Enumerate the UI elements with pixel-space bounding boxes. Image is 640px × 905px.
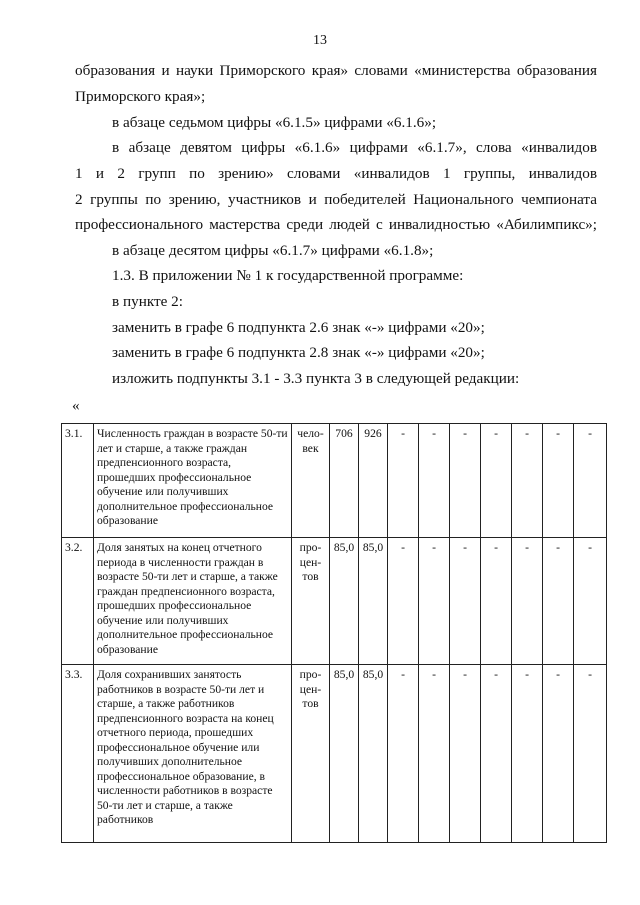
dash-cell: - [574,424,607,538]
indicator-name: Доля занятых на конец отчетного периода в численности граждан в возрасте 50-ти лет и старше, а также граждан предпенсионного возраста, прошедших профессиональное обучение или получивших дополнительное профессиональное образование [94,538,292,665]
row-number: 3.3. [62,665,94,843]
dash-cell: - [450,424,481,538]
paragraph-line-8: в абзаце десятом цифры «6.1.7» цифрами «6.1.8»; [112,242,434,259]
table-row [62,424,607,538]
indicator-name: Численность граждан в возрасте 50-ти лет и старше, а также граждан предпенсионного возраста, прошедших профессиональное обучение или получивших дополнительное профессиональное образование [94,424,292,538]
row-number: 3.2. [62,538,94,665]
value-cell: 85,0 [359,665,388,843]
dash-cell: - [574,665,607,843]
paragraph-line-9: 1.3. В приложении № 1 к государственной программе: [112,267,464,284]
row-number: 3.1. [62,424,94,538]
paragraph-line-4: в абзаце девятом цифры «6.1.6» цифрами «6.1.7», слова «инвалидов [112,139,597,156]
table-row [62,538,607,665]
dash-cell: - [512,424,543,538]
paragraph-line-12: заменить в графе 6 подпункта 2.8 знак «-» цифрами «20»; [112,344,485,361]
indicators-table [61,423,607,843]
dash-cell: - [388,538,419,665]
value-cell: 706 [330,424,359,538]
paragraph-line-13: изложить подпункты 3.1 - 3.3 пункта 3 в следующей редакции: [112,370,520,387]
dash-cell: - [450,538,481,665]
dash-cell: - [512,665,543,843]
dash-cell: - [543,424,574,538]
unit-cell: про-цен-тов [292,538,330,665]
value-cell: 85,0 [330,665,359,843]
opening-quote: « [72,397,80,414]
dash-cell: - [481,665,512,843]
dash-cell: - [388,665,419,843]
indicator-name: Доля сохранивших занятость работников в возрасте 50-ти лет и старше, а также работников предпенсионного возраста на конец отчетного периода, прошедших профессиональное обучение или получивших дополнительное профессиональное образование, в численности работников в возрасте 50-ти лет и старше, а также работников [94,665,292,843]
paragraph-line-7: профессионального мастерства среди людей с инвалидностью «Абилимпикс»; [75,216,597,233]
value-cell: 926 [359,424,388,538]
paragraph-line-3: в абзаце седьмом цифры «6.1.5» цифрами «6.1.6»; [112,114,437,131]
dash-cell: - [481,424,512,538]
paragraph-line-2: Приморского края»; [75,88,206,105]
paragraph-line-5: 1 и 2 групп по зрению» словами «инвалидов 1 группы, инвалидов [75,165,597,182]
paragraph-line-11: заменить в графе 6 подпункта 2.6 знак «-» цифрами «20»; [112,319,485,336]
dash-cell: - [419,538,450,665]
dash-cell: - [419,424,450,538]
paragraph-line-10: в пункте 2: [112,293,183,310]
table-row [62,665,607,843]
paragraph-line-6: 2 группы по зрению, участников и победителей Национального чемпионата [75,191,597,208]
dash-cell: - [543,538,574,665]
dash-cell: - [512,538,543,665]
dash-cell: - [481,538,512,665]
dash-cell: - [419,665,450,843]
value-cell: 85,0 [330,538,359,665]
dash-cell: - [543,665,574,843]
dash-cell: - [388,424,419,538]
dash-cell: - [574,538,607,665]
page-number: 13 [313,33,327,48]
value-cell: 85,0 [359,538,388,665]
paragraph-line-1: образования и науки Приморского края» словами «министерства образования [75,62,597,79]
dash-cell: - [450,665,481,843]
unit-cell: про-цен-тов [292,665,330,843]
unit-cell: чело-век [292,424,330,538]
